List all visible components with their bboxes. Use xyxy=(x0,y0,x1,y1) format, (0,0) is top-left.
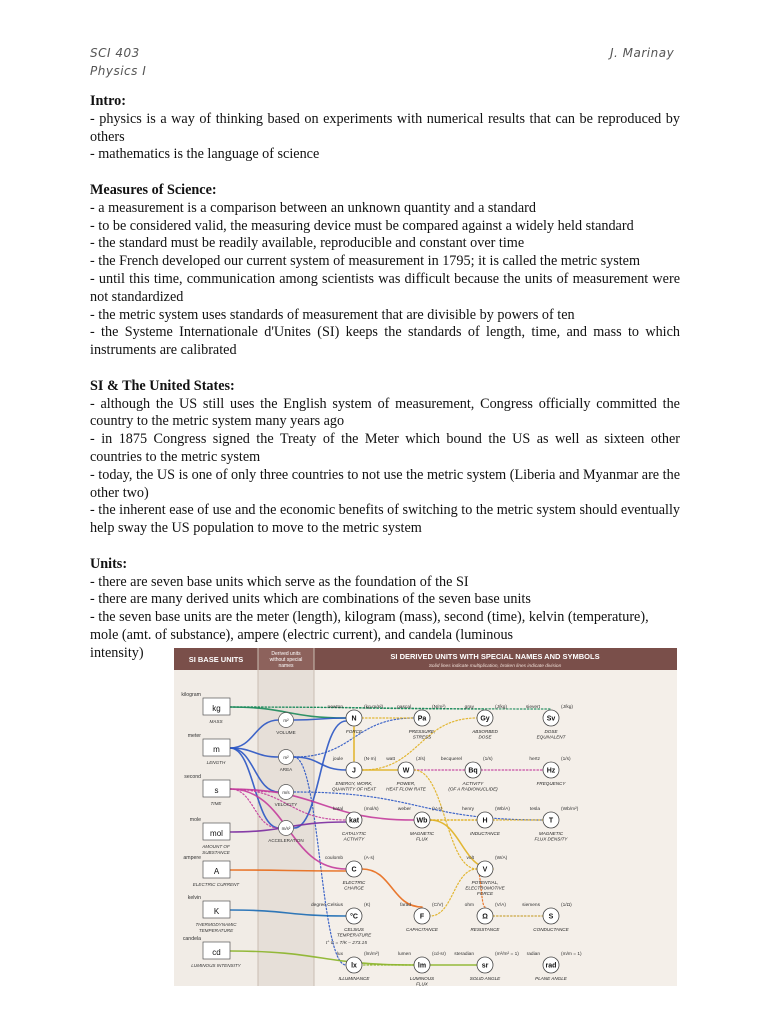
derived-unit-name: watt xyxy=(386,757,395,762)
derived-unit-quantity: FREQUENCY xyxy=(536,781,566,786)
derived-units-title: SI DERIVED UNITS WITH SPECIAL NAMES AND SYMBOLS xyxy=(390,652,600,661)
derived-unit-quantity: EQUIVALENT xyxy=(536,734,566,740)
derived-unit-formula: (N/m²) xyxy=(432,705,446,710)
derived-unit-symbol: Pa xyxy=(417,715,427,723)
derived-unit-quantity: MAGNETIC xyxy=(409,831,435,836)
base-unit-symbol: mol xyxy=(210,829,223,838)
derived-unit-symbol: S xyxy=(548,913,554,921)
derived-unit-symbol: Sv xyxy=(546,715,556,723)
derived-unit-quantity: ACTIVITY xyxy=(462,781,484,786)
derived-unit-name: lux xyxy=(336,952,343,957)
derived-unit-quantity: POWER, xyxy=(396,781,416,786)
derived-unit-symbol: Wb xyxy=(416,817,428,825)
base-unit-name: ampere xyxy=(183,855,201,861)
plain-unit-symbol: m² xyxy=(283,755,289,760)
plain-unit-label: ACCELERATION xyxy=(268,838,304,843)
base-unit-quantity: TIME xyxy=(210,801,222,806)
derived-unit-formula: (m²/m² = 1) xyxy=(495,952,519,957)
base-unit-quantity: TEMPERATURE xyxy=(198,928,234,933)
base-unit-quantity: LUMINOUS INTENSITY xyxy=(191,963,241,968)
derived-unit-symbol: lm xyxy=(417,962,427,970)
derived-unit-quantity: STRESS xyxy=(412,734,432,740)
derived-unit-name: tesla xyxy=(529,807,540,812)
base-unit-quantity: THERMODYNAMIC xyxy=(195,922,237,927)
derived-unit-symbol: T xyxy=(548,817,554,825)
base-unit-name: meter xyxy=(187,733,201,739)
units-line: - there are many derived units which are combinations of the seven base units xyxy=(90,591,531,608)
derived-unit-formula: (m/m = 1) xyxy=(561,952,582,957)
derived-unit-name: farad xyxy=(400,903,411,908)
derived-unit-quantity: PRESSURE, xyxy=(408,729,436,734)
plain-unit-label: VELOCITY xyxy=(274,802,298,807)
derived-unit-formula: (1/Ω) xyxy=(561,903,572,908)
derived-unit-quantity: MAGNETIC xyxy=(538,831,564,836)
derived-unit-quantity: QUANTITY OF HEAT xyxy=(332,786,376,792)
intro-line: - mathematics is the language of science xyxy=(90,146,320,163)
measures-line: - until this time, communication among scientists was difficult because the units of measurement were not standardized xyxy=(90,270,680,305)
derived-unit-name: weber xyxy=(397,807,411,812)
units-line: intensity) xyxy=(90,644,144,661)
derived-unit-quantity: FLUX xyxy=(416,836,428,842)
derived-unit-formula: (lm/m²) xyxy=(364,952,380,957)
derived-unit-symbol: lx xyxy=(351,962,357,970)
plain-unit-symbol: m/s xyxy=(282,790,290,795)
us-heading: SI & The United States: xyxy=(90,377,235,394)
derived-unit-symbol: W xyxy=(402,767,410,775)
derived-unit-quantity: INDUCTANCE xyxy=(470,831,500,836)
base-unit-symbol: s xyxy=(214,786,219,795)
derived-unit-quantity: ILLUMINANCE xyxy=(338,976,370,981)
derived-unit-quantity: (OF A RADIONUCLIDE) xyxy=(448,786,498,792)
derived-unit-quantity: HEAT FLOW RATE xyxy=(386,786,426,792)
base-unit-quantity: AMOUNT OF xyxy=(202,844,230,849)
derived-unit-symbol: V xyxy=(482,866,488,874)
base-unit-name: kelvin xyxy=(187,895,201,901)
derived-unit-symbol: Bq xyxy=(468,767,478,775)
derived-plain-title: without special xyxy=(269,657,303,663)
derived-unit-name: becquerel xyxy=(440,757,462,762)
derived-unit-formula: (A·s) xyxy=(364,856,375,861)
derived-plain-title: names xyxy=(278,663,294,669)
derived-unit-formula: (V·s) xyxy=(432,807,443,812)
derived-unit-formula: (W/A) xyxy=(495,856,508,861)
plain-unit-label: AREA xyxy=(279,767,293,772)
measures-line: - a measurement is a comparison between an unknown quantity and a standard xyxy=(90,199,536,216)
derived-unit-quantity: LUMINOUS xyxy=(409,976,435,981)
derived-unit-quantity: DOSE xyxy=(478,734,492,740)
derived-unit-name: hertz xyxy=(529,757,540,762)
plain-unit-symbol: m/s² xyxy=(281,826,291,831)
derived-unit-symbol: J xyxy=(352,767,356,775)
derived-unit-formula: (J/kg) xyxy=(495,705,507,710)
us-line: - although the US still uses the English system of measurement, Congress officially committed the country to the metric system many years ago xyxy=(90,395,680,430)
derived-unit-quantity: CONDUCTANCE xyxy=(533,927,569,932)
base-unit-symbol: cd xyxy=(212,948,221,957)
units-heading: Units: xyxy=(90,555,128,572)
derived-unit-formula: (Wb/m²) xyxy=(561,807,579,812)
derived-unit-quantity: ACTIVITY xyxy=(343,836,365,842)
derived-unit-name: degree Celsius xyxy=(311,903,343,908)
derived-unit-quantity: ELECTRIC xyxy=(342,880,366,885)
base-unit-symbol: K xyxy=(213,907,220,916)
derived-unit-name: radian xyxy=(526,952,540,957)
derived-unit-name: pascal xyxy=(397,705,411,710)
derived-unit-quantity: CAPACITANCE xyxy=(406,927,438,932)
base-unit-symbol: m xyxy=(213,745,220,754)
connector-line xyxy=(430,869,477,916)
si-units-diagram xyxy=(174,648,677,986)
derived-unit-name: volt xyxy=(466,856,474,861)
derived-unit-formula: (1/s) xyxy=(561,757,571,762)
derived-unit-quantity: FLUX xyxy=(416,981,428,986)
base-units-title: SI BASE UNITS xyxy=(188,655,244,664)
course-subject: Physics I xyxy=(90,64,147,78)
base-unit-symbol: A xyxy=(213,867,220,876)
measures-line: - the standard must be readily available, reproducible and constant over time xyxy=(90,235,525,252)
measures-line: - the French developed our current system of measurement in 1795; it is called the metric system xyxy=(90,253,641,270)
derived-unit-symbol: N xyxy=(351,715,357,723)
connector-line xyxy=(362,869,422,907)
derived-unit-quantity: SOLID ANGLE xyxy=(469,976,501,981)
course-code: SCI 403 xyxy=(90,46,140,60)
base-unit-name: kilogram xyxy=(181,692,201,698)
derived-unit-symbol: sr xyxy=(481,962,489,970)
celsius-note: t° C = T/K – 273.15 xyxy=(326,941,367,946)
intro-line: - physics is a way of thinking based on experiments with numerical results that can be reproduced by others xyxy=(90,110,680,145)
derived-unit-symbol: Ω xyxy=(482,913,488,921)
derived-unit-symbol: H xyxy=(482,817,488,825)
derived-unit-name: katal xyxy=(332,807,343,812)
derived-unit-formula: (J/kg) xyxy=(561,705,573,710)
base-unit-quantity: LENGTH xyxy=(206,760,226,765)
derived-unit-symbol: °C xyxy=(350,913,358,921)
derived-unit-name: coulomb xyxy=(324,856,343,861)
derived-unit-name: lumen xyxy=(397,952,411,957)
base-unit-quantity: MASS xyxy=(209,719,223,724)
derived-unit-symbol: Hz xyxy=(546,767,556,775)
base-unit-name: second xyxy=(184,774,201,780)
derived-unit-formula: (kg·m/s²) xyxy=(364,705,384,710)
derived-unit-name: steradian xyxy=(454,952,474,957)
base-unit-quantity: ELECTRIC CURRENT xyxy=(192,882,240,887)
us-line: - the inherent ease of use and the economic benefits of switching to the metric system should eventually help sway the US population to move to the metric system xyxy=(90,502,680,537)
base-unit-name: candela xyxy=(182,936,201,942)
derived-unit-formula: (Wb/A) xyxy=(495,807,510,812)
units-line: - the seven base units are the meter (length), kilogram (mass), second (time), kelvin (temperature), xyxy=(90,609,649,626)
derived-unit-quantity: CATALYTIC xyxy=(341,831,367,836)
derived-unit-quantity: ELECTROMOTIVE xyxy=(465,885,505,891)
derived-units-subtitle: Solid lines indicate multiplication, broken lines indicate division xyxy=(428,664,562,669)
derived-unit-quantity: TEMPERATURE xyxy=(336,932,372,938)
derived-unit-symbol: C xyxy=(351,866,357,874)
base-unit-symbol: kg xyxy=(212,704,221,713)
derived-unit-name: joule xyxy=(332,757,343,762)
derived-unit-name: gray xyxy=(464,705,474,710)
measures-line: - the Systeme Internationale d'Unites (SI) keeps the standards of length, time, and mass to which instruments are calibrated xyxy=(90,324,680,359)
derived-unit-symbol: F xyxy=(419,913,425,921)
derived-unit-quantity: ABSORBED xyxy=(472,729,498,734)
author-name: J. Marinay xyxy=(610,46,675,60)
derived-unit-formula: (J/s) xyxy=(416,757,426,762)
derived-unit-name: newton xyxy=(327,705,343,710)
intro-heading: Intro: xyxy=(90,93,126,109)
derived-unit-name: sievert xyxy=(525,705,540,710)
derived-unit-quantity: ENERGY, WORK, xyxy=(335,781,373,786)
derived-unit-formula: (mol/s) xyxy=(364,807,379,812)
measures-heading: Measures of Science: xyxy=(90,181,217,198)
base-unit-quantity: SUBSTANCE xyxy=(202,850,230,855)
derived-unit-formula: (C/V) xyxy=(432,903,444,908)
derived-unit-quantity: FORCE xyxy=(476,891,494,897)
document-body xyxy=(90,93,680,663)
derived-unit-quantity: CELSIUS xyxy=(344,927,364,932)
measures-line: - the metric system uses standards of measurement that are divisible by powers of ten xyxy=(90,306,575,323)
base-unit-name: mole xyxy=(189,817,201,823)
derived-unit-quantity: FLUX DENSITY xyxy=(534,836,568,842)
derived-unit-symbol: Gy xyxy=(480,715,490,723)
derived-unit-quantity: RESISTANCE xyxy=(470,927,500,932)
derived-unit-quantity: CHARGE xyxy=(344,885,364,891)
derived-unit-symbol: kat xyxy=(348,817,360,825)
derived-unit-formula: (N·m) xyxy=(364,757,377,762)
us-line: - in 1875 Congress signed the Treaty of the Meter which bound the US as well as sixteen other countries to the metric system xyxy=(90,431,680,465)
derived-unit-name: henry xyxy=(462,807,474,812)
derived-unit-symbol: rad xyxy=(545,962,557,970)
derived-unit-formula: (1/s) xyxy=(483,757,493,762)
units-line: - there are seven base units which serve as the foundation of the SI xyxy=(90,573,469,590)
plain-unit-label: VOLUME xyxy=(276,730,296,735)
derived-plain-title: Derived units xyxy=(271,651,301,657)
derived-unit-name: ohm xyxy=(464,903,474,908)
derived-unit-quantity: PLANE ANGLE xyxy=(535,976,567,981)
derived-unit-quantity: POTENTIAL, xyxy=(471,880,499,885)
derived-unit-quantity: FORCE xyxy=(345,729,363,734)
units-line: mole (amt. of substance), ampere (electric current), and candela (luminous xyxy=(90,626,514,643)
measures-line: - to be considered valid, the measuring device must be compared against a widely held standard xyxy=(90,217,634,234)
derived-unit-formula: (K) xyxy=(364,903,371,908)
derived-unit-formula: (V/A) xyxy=(495,903,506,908)
us-line: - today, the US is one of only three countries to not use the metric system (Liberia and Myanmar are the other two) xyxy=(90,466,680,501)
derived-unit-formula: (cd·sr) xyxy=(432,952,446,957)
si-units-diagram-svg xyxy=(174,648,677,986)
derived-unit-name: siemens xyxy=(522,903,540,908)
plain-unit-symbol: m² xyxy=(283,718,289,723)
derived-unit-quantity: DOSE xyxy=(544,729,558,734)
